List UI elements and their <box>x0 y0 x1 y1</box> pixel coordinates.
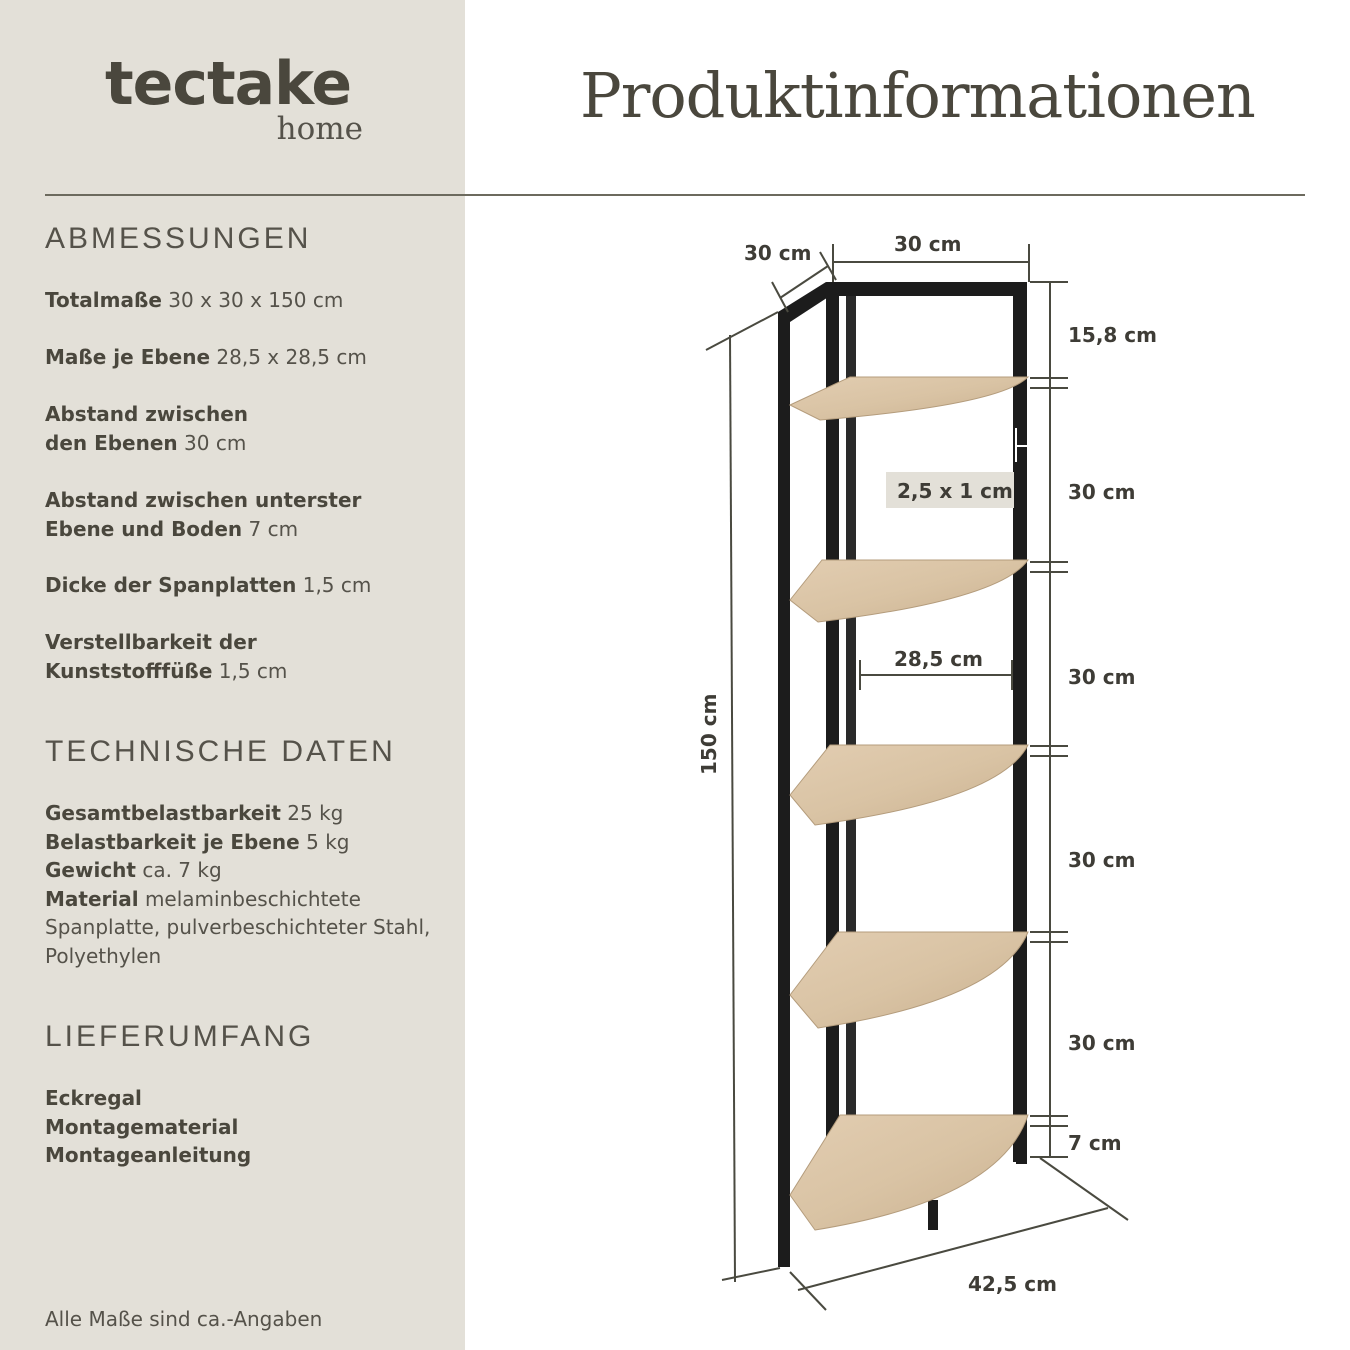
spec-label: Gewicht <box>45 858 136 882</box>
spec-value: 28,5 x 28,5 cm <box>216 345 367 369</box>
dim-label-gap-1: 30 cm <box>1068 480 1136 504</box>
section-heading-delivery: LIEFERUMFANG <box>45 1020 315 1053</box>
dim-label-gap-3: 30 cm <box>1068 848 1136 872</box>
corner-post <box>826 288 839 1168</box>
foot <box>928 1200 938 1230</box>
spec-value: 25 kg <box>287 801 344 825</box>
dim-label-depth: 30 cm <box>744 241 812 265</box>
dim-label-diagonal: 42,5 cm <box>968 1272 1058 1296</box>
spec-label: Gesamtbelastbarkeit <box>45 801 281 825</box>
dim-label-width: 30 cm <box>894 232 962 256</box>
list-item: Eckregal <box>45 1086 142 1110</box>
dim-label-gap-4: 30 cm <box>1068 1031 1136 1055</box>
spec-label: Ebene und Boden <box>45 516 243 541</box>
shelf-board <box>790 1115 1028 1230</box>
page-title: Produktinformationen <box>580 59 1255 132</box>
spec-label: Kunststofffüße <box>45 658 213 683</box>
top-rail <box>826 282 1027 296</box>
shelf-board <box>790 932 1028 1028</box>
spec-value: 30 cm <box>184 430 247 455</box>
spec-value: 1,5 cm <box>302 573 372 597</box>
spec-value: 1,5 cm <box>218 658 288 683</box>
dim-label-top-gap: 15,8 cm <box>1068 323 1158 347</box>
dim-label-floor-gap: 7 cm <box>1068 1131 1122 1155</box>
shelf-board <box>790 745 1028 825</box>
spec-value: 7 cm <box>248 516 299 541</box>
spec-label: Verstellbarkeit der <box>45 630 257 654</box>
foot <box>1016 1150 1027 1164</box>
side-post <box>1013 282 1027 1162</box>
dim-line-height <box>730 335 735 1282</box>
spec-value: 5 kg <box>306 829 350 854</box>
section-heading-dimensions: ABMESSUNGEN <box>45 222 312 255</box>
list-item: Montageanleitung <box>45 1143 252 1167</box>
dim-label-shelf-width: 28,5 cm <box>894 647 984 671</box>
spec-value: ca. 7 kg <box>142 858 222 882</box>
dim-label-gap-2: 30 cm <box>1068 665 1136 689</box>
spec-label: den Ebenen <box>45 430 178 455</box>
section-heading-technical: TECHNISCHE DATEN <box>45 735 396 768</box>
spec-label: Totalmaße <box>45 288 162 312</box>
spec-label: Belastbarkeit je Ebene <box>45 829 300 854</box>
brand-name: tectake <box>105 49 352 119</box>
spec-label: Abstand zwischen <box>45 402 249 426</box>
spec-label: Dicke der Spanplatten <box>45 573 297 597</box>
list-item: Montagematerial <box>45 1114 239 1139</box>
front-post <box>778 312 790 1267</box>
spec-value: melaminbeschichtete Spanplatte, pulverbeschichteter Stahl, Polyethylen <box>45 886 431 968</box>
spec-label: Abstand zwischen unterster <box>45 488 362 512</box>
brand-sub: home <box>276 111 363 147</box>
spec-label: Maße je Ebene <box>45 345 211 369</box>
footnote: Alle Maße sind ca.-Angaben <box>45 1307 323 1331</box>
dim-label-height: 150 cm <box>697 693 721 775</box>
dim-label-profile: 2,5 x 1 cm <box>897 479 1013 503</box>
shelf-board <box>790 377 1028 420</box>
spec-value: 30 x 30 x 150 cm <box>168 288 344 312</box>
shelf-board <box>790 560 1028 622</box>
spec-label: Material <box>45 886 139 911</box>
